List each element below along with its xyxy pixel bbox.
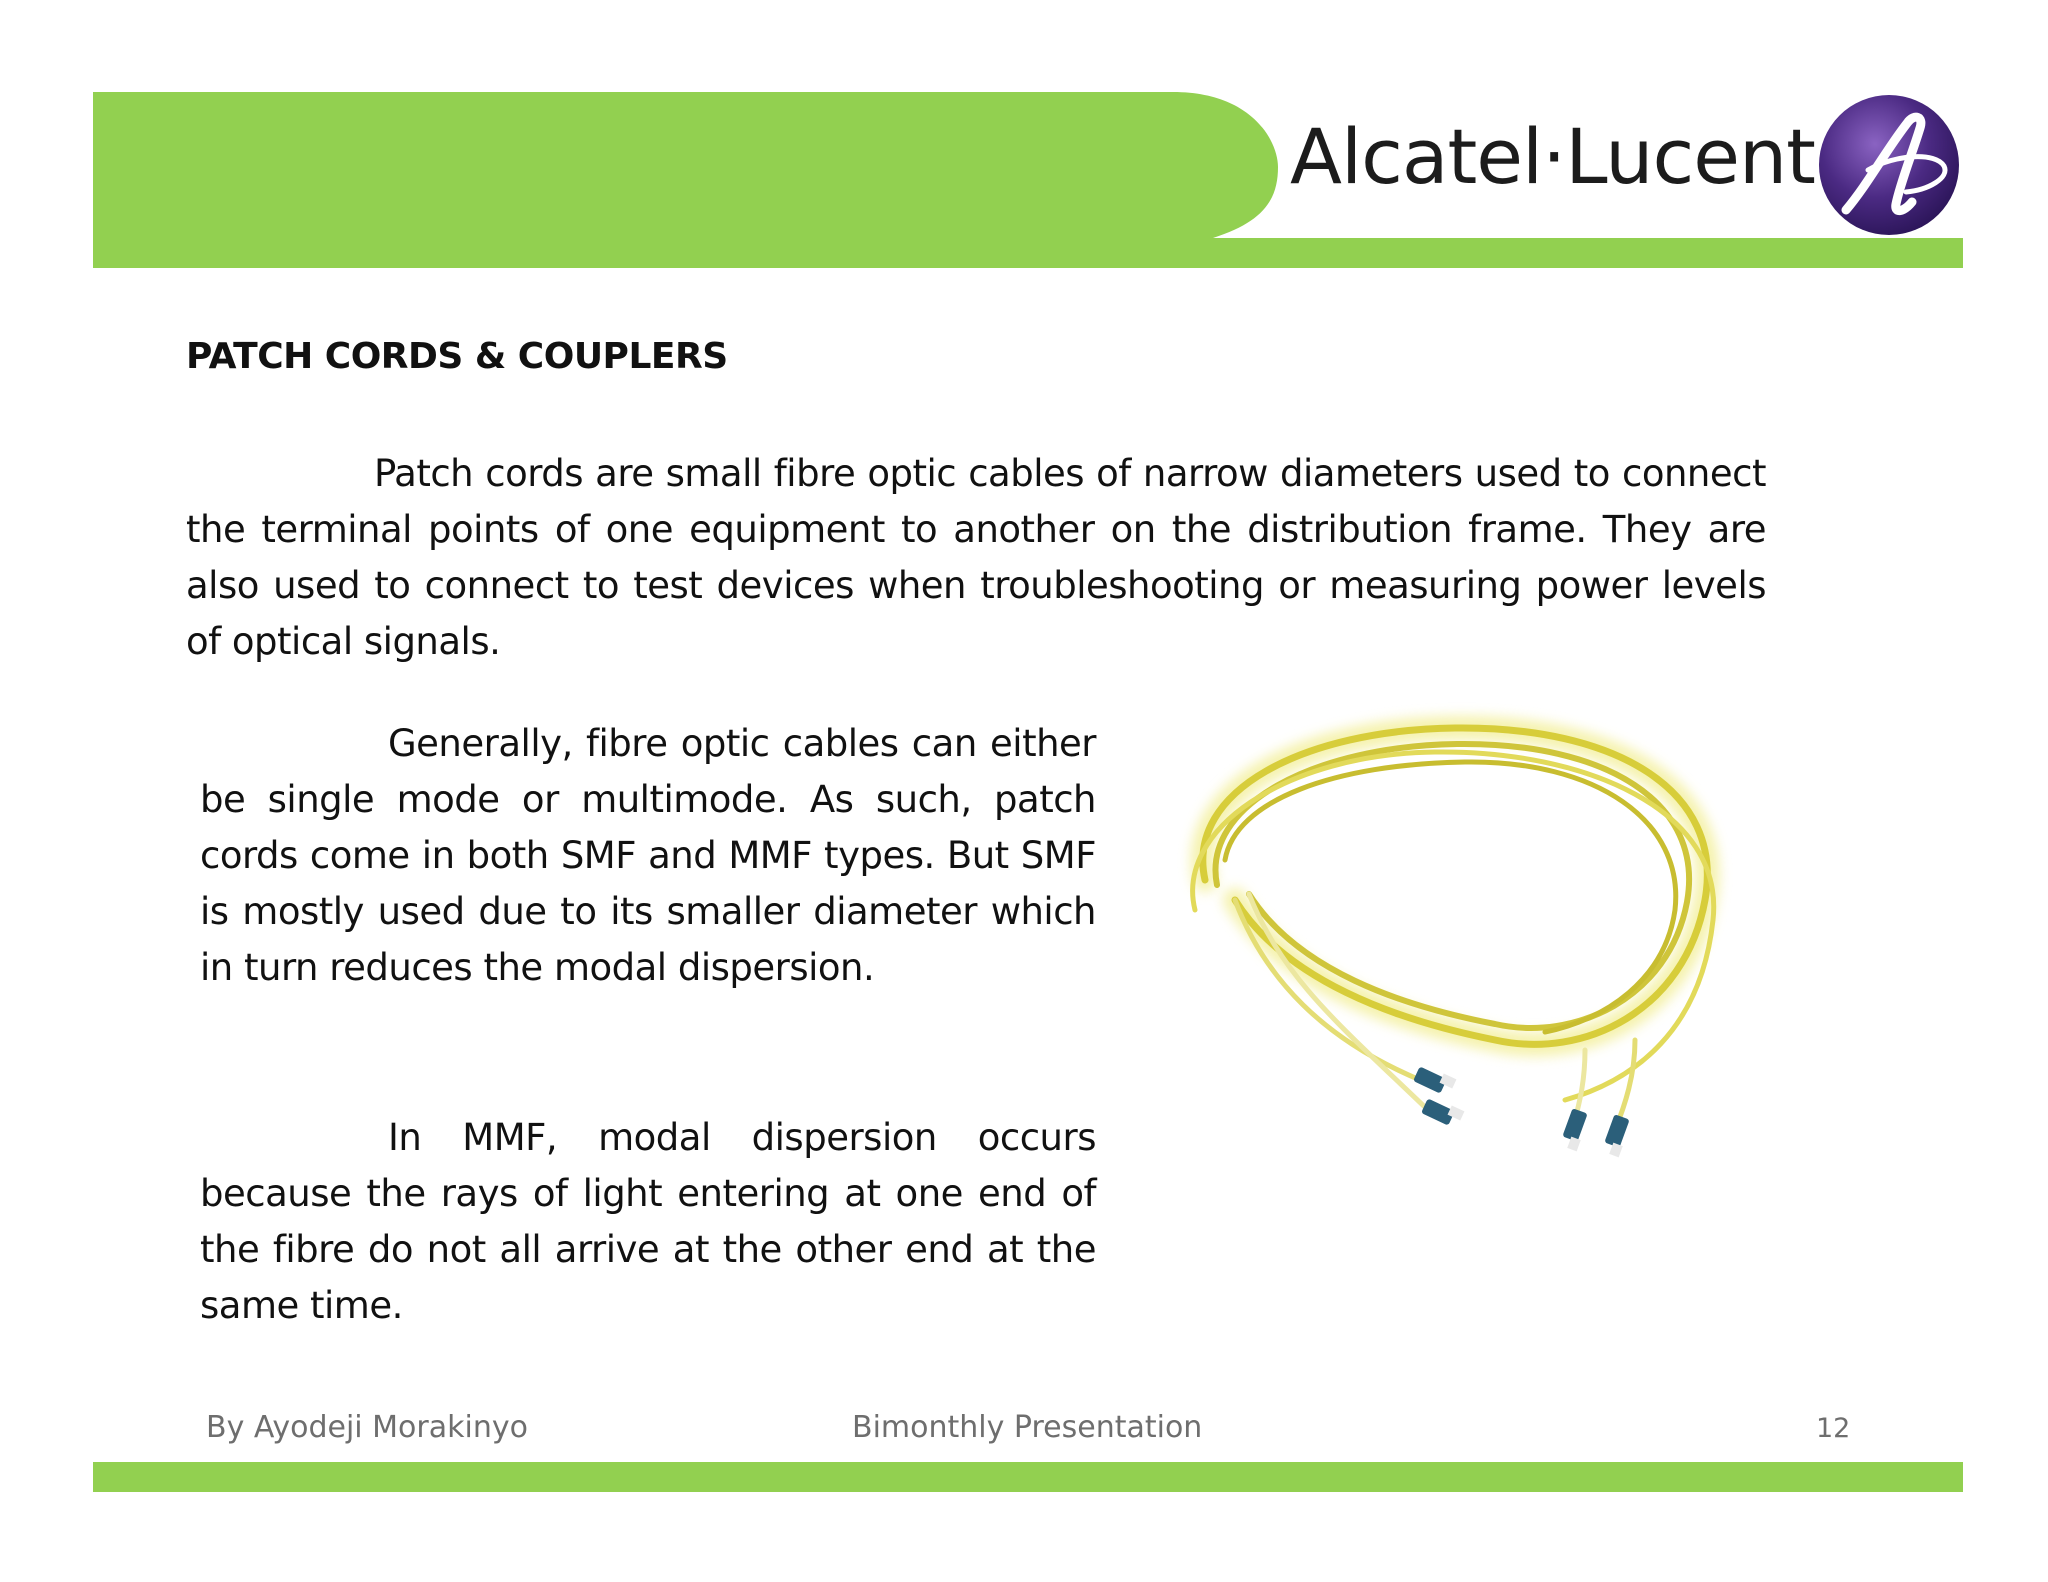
footer-band — [93, 1462, 1963, 1492]
paragraph-intro: Patch cords are small fibre optic cables of narrow diameters used to connect the terminal points of one equipment to another on the distribution frame. They are also used to connect to test devices when troubleshooting or measuring power levels of optical signals. — [186, 452, 1766, 663]
fibre-patch-cord-photo — [1165, 680, 1745, 1190]
page-number: 12 — [1816, 1413, 1851, 1444]
footer-presentation-title: Bimonthly Presentation — [852, 1410, 1203, 1445]
brand-logo-wordmark: Alcatel·Lucent — [1290, 112, 1815, 201]
paragraph-fibre-modes: Generally, fibre optic cables can either be single mode or multimode. As such, patch cords come in both SMF and MMF types. But SMF is mostly used due to its smaller diameter which in turn reduces the modal dispersion. — [200, 722, 1096, 989]
footer-author: By Ayodeji Morakinyo — [206, 1410, 528, 1445]
brand-logo-icon — [1816, 92, 1962, 238]
slide-title: PATCH CORDS & COUPLERS — [186, 336, 728, 377]
paragraph-modal-dispersion: In MMF, modal dispersion occurs because the rays of light entering at one end of the fibre do not all arrive at the other end at the same time. — [200, 1116, 1096, 1327]
